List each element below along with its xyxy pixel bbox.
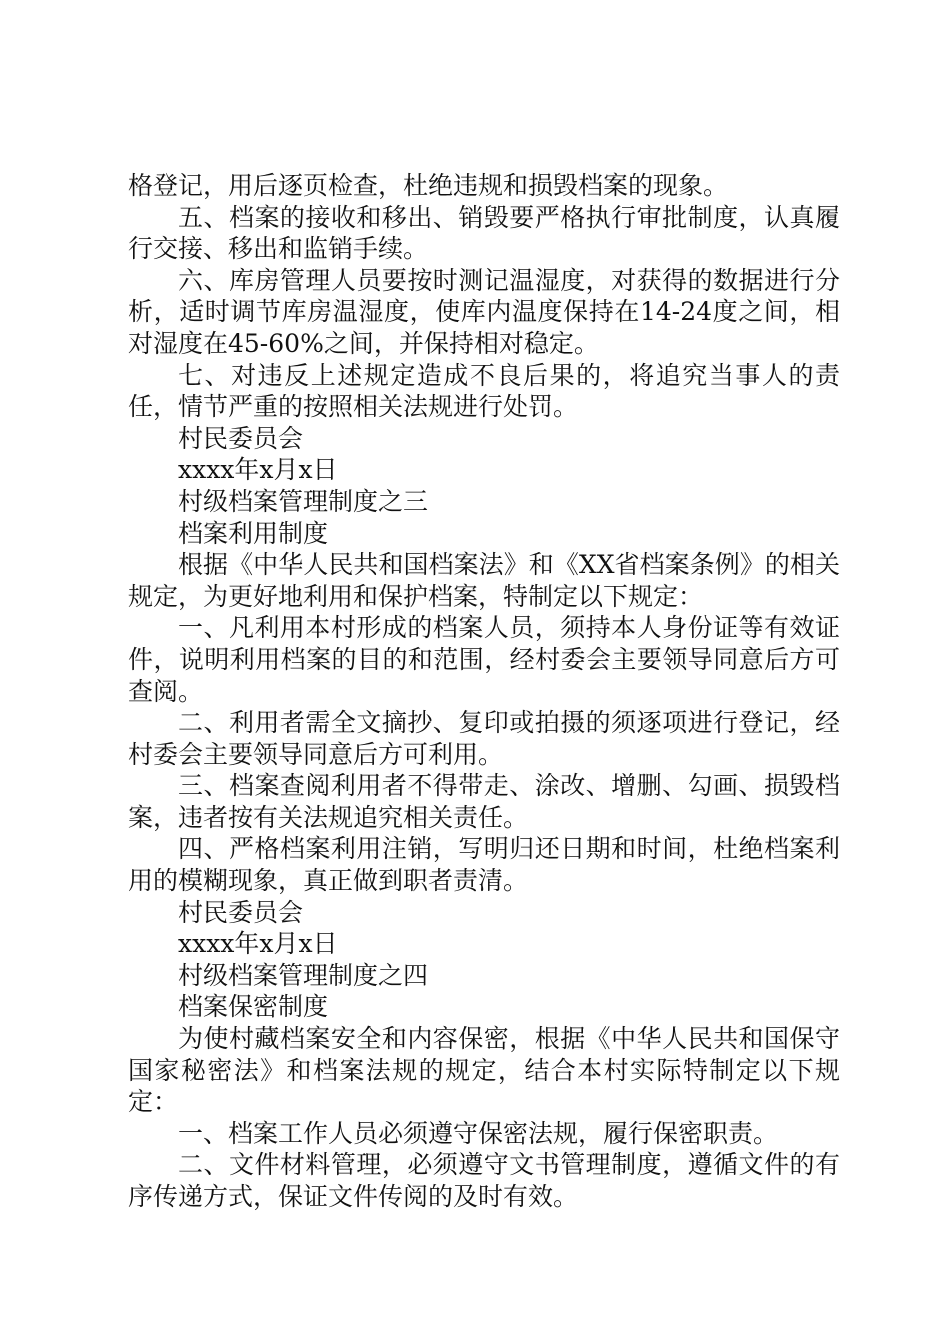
section-subtitle: 档案保密制度 — [178, 992, 329, 1022]
section-title: 村级档案管理制度之三 — [178, 486, 429, 516]
signature-committee: 村民委员会 — [178, 897, 304, 927]
paragraph-continuation: 格登记，用后逐页检查，杜绝违规和损毁档案的现象。 — [128, 171, 729, 200]
paragraph-secrecy-rule-2: 二、文件材料管理，必须遵守文书管理制度，遵循文件的有序传递方式，保证文件传阅的及时有效。 — [128, 1150, 840, 1211]
paragraph-rule-6: 六、库房管理人员要按时测记温湿度，对获得的数据进行分析，适时调节库房温湿度，使库内温度保持在14-24度之间，相对湿度在45-60%之间，并保持相对稳定。 — [128, 265, 840, 358]
paragraph-secrecy-rule-1: 一、档案工作人员必须遵守保密法规，履行保密职责。 — [178, 1118, 779, 1148]
paragraph-intro: 为使村藏档案安全和内容保密，根据《中华人民共和国保守国家秘密法》和档案法规的规定，结合本村实际特制定以下规定： — [128, 1024, 840, 1117]
signature-date: xxxx年x月x日 — [178, 455, 338, 485]
paragraph-usage-rule-4: 四、严格档案利用注销，写明归还日期和时间，杜绝档案利用的模糊现象，真正做到职者责清。 — [128, 834, 840, 896]
signature-committee: 村民委员会 — [178, 423, 304, 453]
signature-date: xxxx年x月x日 — [178, 929, 338, 959]
section-subtitle: 档案利用制度 — [178, 518, 329, 548]
paragraph-rule-5: 五、档案的接收和移出、销毁要严格执行审批制度，认真履行交接、移出和监销手续。 — [128, 202, 840, 264]
paragraph-intro: 根据《中华人民共和国档案法》和《XX省档案条例》的相关规定，为更好地利用和保护档案，特制定以下规定： — [128, 550, 840, 611]
document-body — [128, 170, 840, 1213]
paragraph-usage-rule-2: 二、利用者需全文摘抄、复印或拍摄的须逐项进行登记，经村委会主要领导同意后方可利用。 — [128, 708, 840, 769]
paragraph-usage-rule-1: 一、凡利用本村形成的档案人员，须持本人身份证等有效证件，说明利用档案的目的和范围，经村委会主要领导同意后方可查阅。 — [128, 613, 840, 706]
section-title: 村级档案管理制度之四 — [178, 960, 429, 990]
paragraph-usage-rule-3: 三、档案查阅利用者不得带走、涂改、增删、勾画、损毁档案，违者按有关法规追究相关责任。 — [128, 771, 840, 832]
paragraph-rule-7: 七、对违反上述规定造成不良后果的，将追究当事人的责任，情节严重的按照相关法规进行处罚。 — [128, 360, 840, 422]
